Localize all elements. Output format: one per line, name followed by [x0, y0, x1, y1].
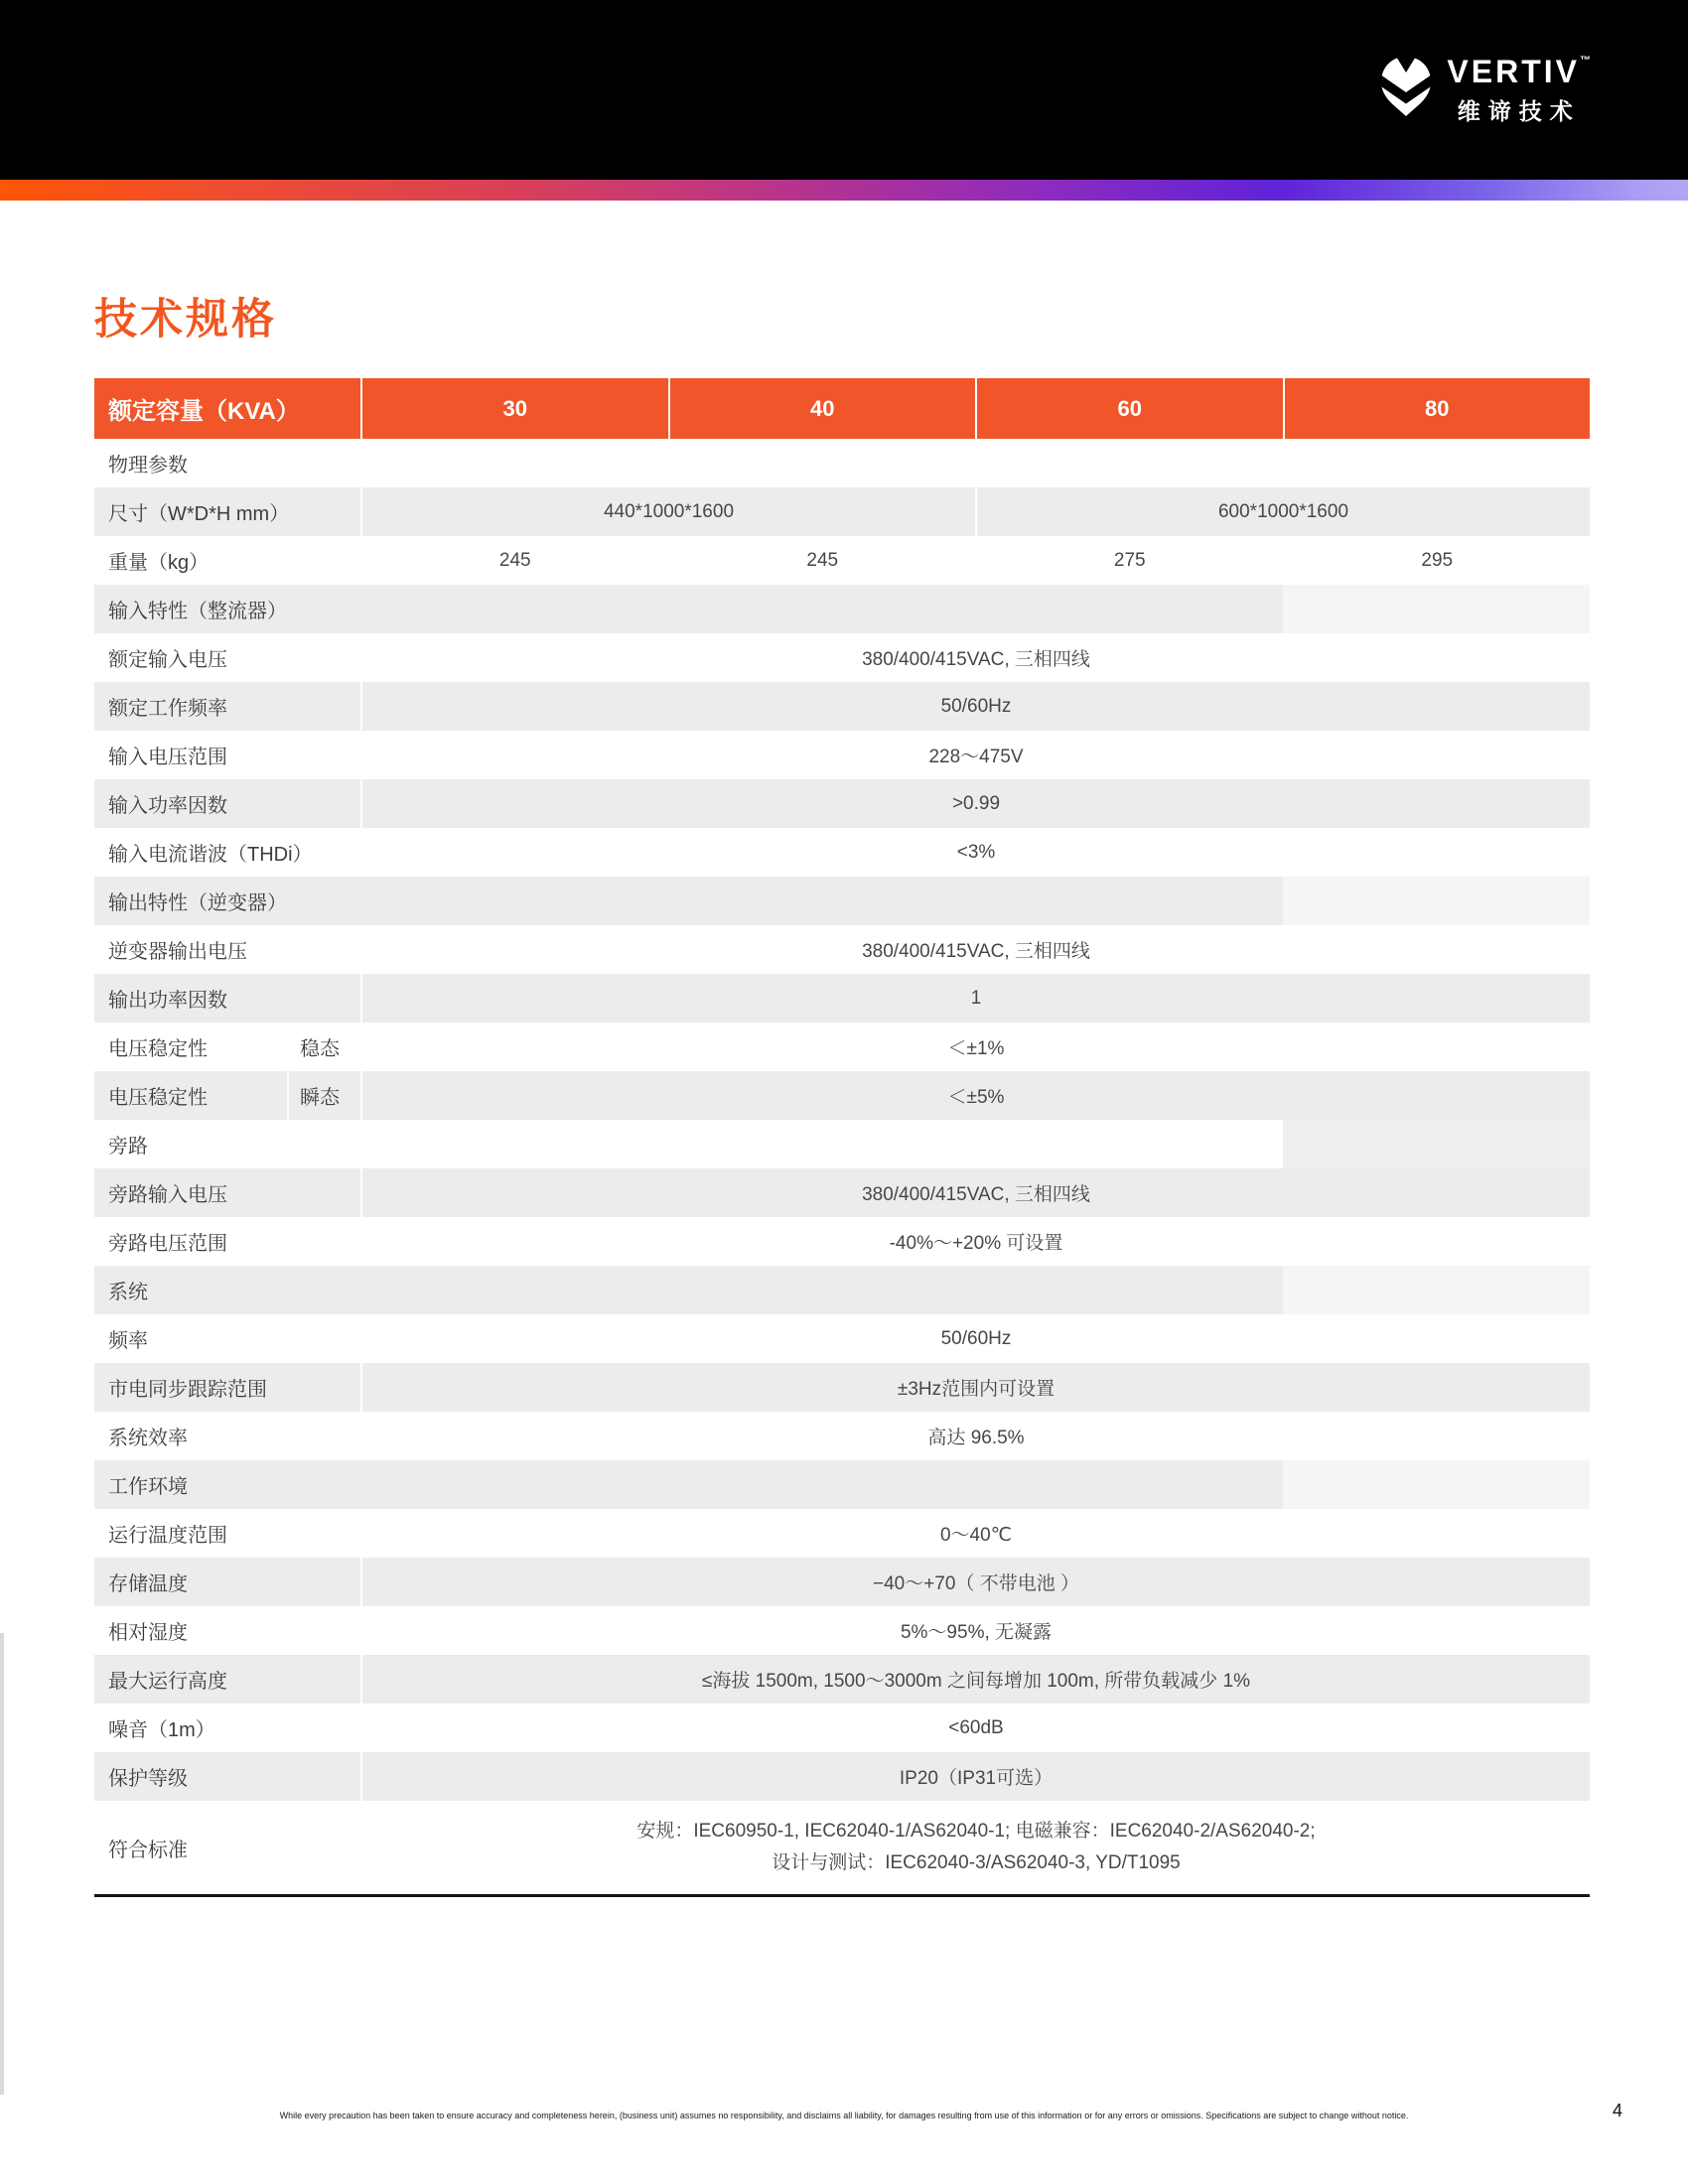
spec-label-cell: 相对湿度: [94, 1606, 360, 1655]
spec-label-cell: 符合标准: [94, 1801, 360, 1894]
spec-value-cell: >0.99: [360, 779, 1590, 828]
table-row: [94, 925, 1590, 974]
section-row: [94, 1266, 1590, 1314]
spec-value-cell: 380/400/415VAC, 三相四线: [360, 1168, 1590, 1217]
spec-value-cell: ＜±1%: [360, 1023, 1590, 1071]
spec-value-cell: 440*1000*1600: [360, 487, 975, 536]
table-row: [94, 1801, 1590, 1894]
spec-value-cell: ±3Hz范围内可设置: [360, 1363, 1590, 1412]
section-label-cell: 系统: [94, 1266, 1283, 1314]
table-row: [94, 487, 1590, 536]
spec-label-cell: 额定输入电压: [94, 633, 360, 682]
table-row: [94, 974, 1590, 1023]
table-row: [94, 1168, 1590, 1217]
capacity-column-header: 40: [668, 378, 976, 439]
spec-value-cell: 245: [668, 536, 976, 585]
section-row: [94, 585, 1590, 633]
spec-label-cell: 尺寸（W*D*H mm）: [94, 487, 360, 536]
spec-value-cell: <60dB: [360, 1704, 1590, 1752]
table-row: [94, 1023, 1590, 1071]
spec-sublabel-cell: 稳态: [287, 1023, 360, 1071]
table-row: [94, 1606, 1590, 1655]
spec-value-cell: −40～+70（ 不带电池 ）: [360, 1558, 1590, 1606]
spec-value-cell: <3%: [360, 828, 1590, 877]
spec-label-cell: 市电同步跟踪范围: [94, 1363, 360, 1412]
section-row: [94, 439, 1590, 487]
table-row: [94, 828, 1590, 877]
table-row: [94, 1363, 1590, 1412]
spec-value-cell: 50/60Hz: [360, 682, 1590, 731]
spec-value-cell: 安规：IEC60950-1, IEC62040-1/AS62040-1; 电磁兼容：IEC62040-2/AS62040-2; 设计与测试：IEC62040-3/AS62040-3, YD/T1095: [360, 1801, 1590, 1894]
spec-value-cell: ＜±5%: [360, 1071, 1590, 1120]
footer-disclaimer: While every precaution has been taken to ensure accuracy and completeness herein, (business unit) assumes no responsibility, and disclaims all liability, for damages resulting from use of this information or for any errors or omissions. Specifications are subject to change without notice.: [279, 2111, 1409, 2120]
spec-table: [94, 378, 1590, 1897]
table-row: [94, 1704, 1590, 1752]
spec-value-cell: 228～475V: [360, 731, 1590, 779]
spec-value-cell: 380/400/415VAC, 三相四线: [360, 925, 1590, 974]
spec-label-cell: 运行温度范围: [94, 1509, 360, 1558]
capacity-column-header: 80: [1283, 378, 1591, 439]
section-row: [94, 877, 1590, 925]
spec-value-cell: 0～40℃: [360, 1509, 1590, 1558]
section-filler-cell: [1283, 1460, 1591, 1509]
section-label-cell: 物理参数: [94, 439, 1590, 487]
spec-label-cell: 输出功率因数: [94, 974, 360, 1023]
trademark-symbol: ™: [1580, 55, 1591, 67]
table-row: [94, 1412, 1590, 1460]
vertiv-logo-icon: [1380, 56, 1432, 117]
section-filler-cell: [1283, 585, 1591, 633]
table-row: [94, 1752, 1590, 1801]
section-label-cell: 工作环境: [94, 1460, 1283, 1509]
section-filler-cell: [1283, 1120, 1591, 1168]
brand-subtitle: 维谛技术: [1457, 98, 1581, 124]
spec-label-cell: 电压稳定性: [94, 1071, 287, 1120]
table-row: [94, 1655, 1590, 1704]
top-banner: [0, 0, 1688, 180]
spec-label-cell: 旁路输入电压: [94, 1168, 360, 1217]
spec-label-cell: 旁路电压范围: [94, 1217, 360, 1266]
spec-value-cell: 295: [1283, 536, 1591, 585]
spec-value-cell: ≤海拔 1500m, 1500～3000m 之间每增加 100m, 所带负载减少 1%: [360, 1655, 1590, 1704]
spec-label-cell: 输入功率因数: [94, 779, 360, 828]
spec-value-cell: 245: [360, 536, 668, 585]
spec-value-cell: 高达 96.5%: [360, 1412, 1590, 1460]
vertiv-logo: [1380, 56, 1591, 126]
section-filler-cell: [1283, 1266, 1591, 1314]
spec-label-cell: 重量（kg）: [94, 536, 360, 585]
table-row: [94, 633, 1590, 682]
table-row: [94, 1071, 1590, 1120]
table-row: [94, 1314, 1590, 1363]
table-row: [94, 779, 1590, 828]
spec-label-cell: 系统效率: [94, 1412, 360, 1460]
spec-value-cell: 1: [360, 974, 1590, 1023]
spec-label-cell: 存储温度: [94, 1558, 360, 1606]
spec-value-cell: 600*1000*1600: [975, 487, 1590, 536]
spec-label-cell: 额定工作频率: [94, 682, 360, 731]
capacity-column-header: 60: [975, 378, 1283, 439]
page-title: 技术规格: [94, 296, 277, 343]
spec-value-cell: 5%～95%, 无凝露: [360, 1606, 1590, 1655]
spec-value-cell: 50/60Hz: [360, 1314, 1590, 1363]
spec-label-cell: 噪音（1m）: [94, 1704, 360, 1752]
spec-label-cell: 输入电压范围: [94, 731, 360, 779]
spec-label-cell: 最大运行高度: [94, 1655, 360, 1704]
page-edge-strip: [0, 1633, 4, 2095]
table-row: [94, 1558, 1590, 1606]
spec-label-cell: 逆变器输出电压: [94, 925, 360, 974]
capacity-column-header: 30: [360, 378, 668, 439]
table-row: [94, 1217, 1590, 1266]
brand-gradient-stripe: [0, 180, 1688, 201]
page-content: [0, 286, 1688, 1897]
spec-label-cell: 输入电流谐波（THDi）: [94, 828, 360, 877]
table-row: [94, 731, 1590, 779]
spec-sublabel-cell: 瞬态: [287, 1071, 360, 1120]
table-row: [94, 536, 1590, 585]
table-row: [94, 1509, 1590, 1558]
section-row: [94, 1460, 1590, 1509]
section-label-cell: 旁路: [94, 1120, 1283, 1168]
table-header-row: [94, 378, 1590, 439]
spec-value-cell: 275: [975, 536, 1283, 585]
table-row: [94, 682, 1590, 731]
page-number: 4: [1612, 2101, 1622, 2120]
section-label-cell: 输入特性（整流器）: [94, 585, 1283, 633]
brand-name: VERTIV™: [1447, 54, 1591, 89]
section-filler-cell: [1283, 877, 1591, 925]
spec-value-cell: -40%～+20% 可设置: [360, 1217, 1590, 1266]
rated-capacity-header-cell: 额定容量（KVA）: [94, 378, 360, 439]
spec-label-cell: 保护等级: [94, 1752, 360, 1801]
spec-label-cell: 频率: [94, 1314, 360, 1363]
section-label-cell: 输出特性（逆变器）: [94, 877, 1283, 925]
spec-value-cell: 380/400/415VAC, 三相四线: [360, 633, 1590, 682]
spec-label-cell: 电压稳定性: [94, 1023, 287, 1071]
spec-value-cell: IP20（IP31可选）: [360, 1752, 1590, 1801]
section-row: [94, 1120, 1590, 1168]
